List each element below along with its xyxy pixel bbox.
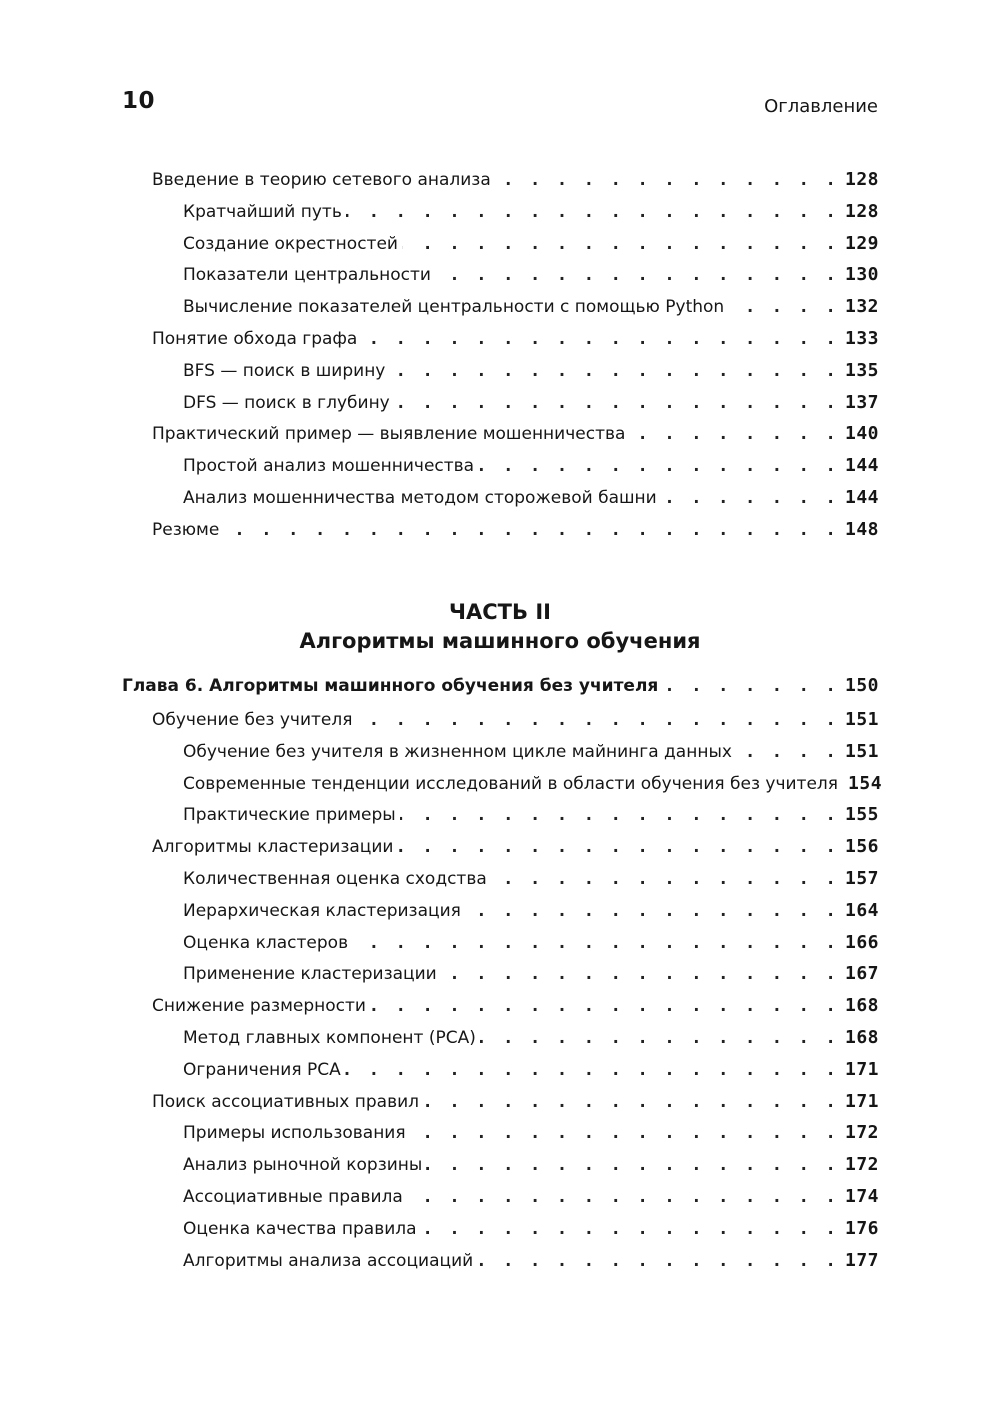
- toc-leader-dots: [402, 229, 839, 261]
- toc-entry-page: 130: [844, 264, 879, 286]
- toc-entry-page: 167: [844, 963, 879, 985]
- toc-leader-dots: [345, 1055, 839, 1087]
- toc-leader-dots: [426, 1150, 839, 1182]
- toc-entry: [0, 895, 1000, 927]
- toc-entry-page: 150: [844, 675, 879, 696]
- toc-leader-dots: [394, 388, 839, 420]
- toc-entry-title: Обучение без учителя: [152, 710, 353, 730]
- toc-entry-title: Резюме: [152, 519, 220, 540]
- toc-entry: [0, 990, 1000, 1022]
- toc-leader-dots: [480, 1023, 839, 1055]
- toc-entry-page: 128: [844, 169, 879, 190]
- toc-entry-page: 155: [844, 804, 879, 826]
- toc-entry-page: 132: [844, 296, 879, 318]
- toc-entry-title: Современные тенденции исследований в области обучения без учителя: [183, 773, 839, 794]
- toc-entry-title: Оценка кластеров: [183, 932, 349, 953]
- toc-leader-dots: [389, 356, 839, 388]
- toc-entry: [0, 958, 1000, 990]
- toc-entry-title: Применение кластеризации: [183, 964, 437, 985]
- toc-entry: [0, 927, 1000, 959]
- toc-entry-page: 137: [844, 391, 879, 413]
- toc-entry: [0, 668, 1000, 704]
- toc-entry: [0, 323, 1000, 355]
- toc-leader-dots: [478, 451, 839, 483]
- toc-leader-dots: [407, 1182, 839, 1214]
- toc-entry: [0, 704, 1000, 736]
- toc-leader-dots: [435, 260, 839, 292]
- toc-entry-title: Количественная оценка сходства: [183, 868, 487, 889]
- toc-entry-page: 151: [844, 709, 879, 730]
- toc-entry-title: Анализ мошенничества методом сторожевой башни: [183, 487, 657, 508]
- toc-entry-page: 168: [844, 995, 879, 1017]
- toc-leader-dots: [477, 1246, 839, 1278]
- toc-entry: [0, 799, 1000, 831]
- toc-entry-title: Оценка качества правила: [183, 1218, 417, 1239]
- toc-leader-dots: [736, 737, 839, 769]
- toc-entry: [0, 1022, 1000, 1054]
- toc-entry-title: Снижение размерности: [152, 996, 366, 1017]
- toc-entry: [0, 831, 1000, 863]
- toc-entry-page: 171: [844, 1058, 879, 1080]
- toc-entry-page: 168: [844, 1026, 879, 1048]
- toc-entry-title: Простой анализ мошенничества: [183, 456, 475, 477]
- toc-entry-title: Примеры использования: [183, 1123, 406, 1144]
- toc-entry-page: 157: [844, 867, 879, 889]
- toc-entry-page: 148: [844, 518, 879, 540]
- toc-entry-page: 128: [844, 200, 879, 222]
- toc-leader-dots: [421, 1214, 839, 1246]
- toc-entry-page: 144: [844, 486, 879, 508]
- toc-entry: [0, 164, 1000, 196]
- toc-entry-page: 151: [844, 740, 879, 762]
- toc-entry-title: Кратчайший путь: [183, 201, 342, 222]
- toc-entry: [0, 1245, 1000, 1277]
- toc-entry: [0, 1054, 1000, 1086]
- toc-entry-page: 154: [848, 772, 883, 794]
- toc-leader-dots: [223, 515, 839, 547]
- toc-entry: [0, 387, 1000, 419]
- toc-entry-page: 156: [844, 836, 879, 858]
- toc-leader-dots: [661, 483, 839, 515]
- toc-entry-title: Ограничения PCA: [183, 1059, 341, 1080]
- toc-leader-dots: [629, 419, 839, 451]
- toc-leader-dots: [361, 324, 839, 356]
- toc-leader-dots: [465, 896, 839, 928]
- toc-entry-page: 140: [844, 423, 879, 445]
- toc-entry: [0, 418, 1000, 450]
- toc-leader-dots: [441, 959, 839, 991]
- toc-entry-page: 144: [844, 455, 879, 477]
- toc-entry: [0, 1213, 1000, 1245]
- toc-entry-title: Ассоциативные правила: [183, 1186, 403, 1207]
- toc-leader-dots: [346, 197, 839, 229]
- toc-entry-title: Глава 6. Алгоритмы машинного обучения без учителя: [122, 676, 659, 696]
- toc-entry-page: 135: [844, 359, 879, 381]
- toc-entry: [0, 450, 1000, 482]
- toc-leader-dots: [423, 1087, 839, 1119]
- toc-entry-page: 177: [844, 1249, 879, 1271]
- toc-leader-dots: [397, 832, 839, 864]
- toc-entry: [0, 355, 1000, 387]
- toc-entry: [0, 482, 1000, 514]
- toc-leader-dots: [400, 800, 839, 832]
- toc-leader-dots: [356, 705, 839, 737]
- toc-entry: [0, 1149, 1000, 1181]
- toc-entry-title: Алгоритмы анализа ассоциаций: [183, 1250, 474, 1271]
- part-heading: [0, 598, 1000, 656]
- toc-entry-title: BFS — поиск в ширину: [183, 360, 386, 381]
- toc-entry: [0, 736, 1000, 768]
- toc-entry: [0, 863, 1000, 895]
- running-header: Оглавление: [764, 96, 878, 117]
- toc-entry-title: Обучение без учителя в жизненном цикле майнинга данных: [183, 741, 732, 762]
- toc-entry-title: Анализ рыночной корзины: [183, 1155, 423, 1176]
- toc-entry: [0, 1181, 1000, 1213]
- toc-section-bottom: [0, 668, 1000, 1276]
- toc-entry-title: Практический пример — выявление мошенничества: [152, 424, 626, 445]
- toc-entry-title: Вычисление показателей центральности с помощью Python: [183, 297, 725, 318]
- toc-entry-title: DFS — поиск в глубину: [183, 392, 390, 413]
- toc-entry: [0, 1086, 1000, 1118]
- toc-entry: [0, 196, 1000, 228]
- toc-leader-dots: [495, 165, 839, 197]
- toc-leader-dots: [352, 928, 839, 960]
- toc-entry-page: 176: [844, 1217, 879, 1239]
- toc-entry-page: 166: [844, 931, 879, 953]
- toc-entry-title: Введение в теорию сетевого анализа: [152, 170, 491, 190]
- toc-entry: [0, 228, 1000, 260]
- toc-entry-page: 164: [844, 899, 879, 921]
- toc-entry-title: Метод главных компонент (PCA): [183, 1027, 476, 1048]
- toc-entry-page: 174: [844, 1185, 879, 1207]
- toc-entry-page: 133: [844, 327, 879, 349]
- toc-entry-title: Практические примеры: [183, 805, 396, 826]
- toc-entry: [0, 514, 1000, 546]
- toc-leader-dots: [728, 292, 839, 324]
- toc-entry-page: 171: [844, 1090, 879, 1112]
- toc-entry-page: 172: [844, 1122, 879, 1144]
- toc-entry: [0, 291, 1000, 323]
- toc-entry-title: Алгоритмы кластеризации: [152, 837, 394, 858]
- toc-entry-page: 172: [844, 1154, 879, 1176]
- toc-entry-title: Показатели центральности: [183, 265, 431, 286]
- toc-entry-title: Создание окрестностей: [183, 233, 398, 254]
- page-number: 10: [122, 88, 156, 114]
- toc-leader-dots: [662, 668, 839, 704]
- toc-leader-dots: [370, 991, 839, 1023]
- part-label: ЧАСТЬ II: [449, 600, 551, 624]
- toc-entry: [0, 1117, 1000, 1149]
- toc-entry-title: Иерархическая кластеризация: [183, 900, 461, 921]
- toc-leader-dots: [491, 864, 839, 896]
- toc-entry: [0, 259, 1000, 291]
- toc-entry-title: Поиск ассоциативных правил: [152, 1091, 420, 1112]
- toc-leader-dots: [410, 1118, 839, 1150]
- toc-entry: [0, 768, 1000, 800]
- toc-section-top: [0, 164, 1000, 546]
- toc-entry-title: Понятие обхода графа: [152, 328, 358, 349]
- toc-entry-page: 129: [844, 232, 879, 254]
- part-title: Алгоритмы машинного обучения: [299, 629, 701, 653]
